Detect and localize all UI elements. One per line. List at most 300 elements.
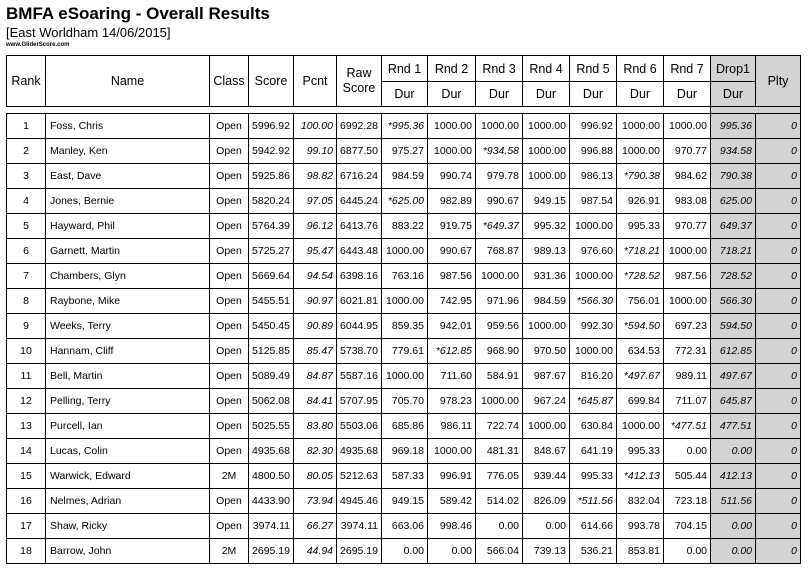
rnd7-cell: 704.15 xyxy=(664,514,711,539)
class-cell: Open xyxy=(210,189,249,214)
score-cell: 2695.19 xyxy=(249,539,294,564)
class-cell: Open xyxy=(210,439,249,464)
rnd7-cell: 984.62 xyxy=(664,164,711,189)
plty-cell: 0 xyxy=(756,164,801,189)
score-cell: 4800.50 xyxy=(249,464,294,489)
rnd4-cell: 826.09 xyxy=(523,489,570,514)
rnd7-cell: 772.31 xyxy=(664,339,711,364)
drop1-cell: 566.30 xyxy=(711,289,756,314)
rnd1-cell: 859.35 xyxy=(382,314,428,339)
rank-cell: 7 xyxy=(7,264,46,289)
plty-cell: 0 xyxy=(756,189,801,214)
raw-score-cell: 6443.48 xyxy=(337,239,382,264)
rank-cell: 3 xyxy=(7,164,46,189)
header-rank: Rank xyxy=(7,56,46,107)
raw-score-cell: 6445.24 xyxy=(337,189,382,214)
raw-score-cell: 6021.81 xyxy=(337,289,382,314)
rnd3-cell: *649.37 xyxy=(476,214,523,239)
class-cell: Open xyxy=(210,114,249,139)
rnd7-cell: 989.11 xyxy=(664,364,711,389)
drop1-cell: 649.37 xyxy=(711,214,756,239)
rnd7-cell: 987.56 xyxy=(664,264,711,289)
rnd1-cell: 705.70 xyxy=(382,389,428,414)
rank-cell: 8 xyxy=(7,289,46,314)
rnd3-cell: 584.91 xyxy=(476,364,523,389)
table-row xyxy=(7,414,801,439)
pcnt-cell: 80.05 xyxy=(294,464,337,489)
table-row xyxy=(7,389,801,414)
drop1-cell: 412.13 xyxy=(711,464,756,489)
header-dur: Dur xyxy=(476,82,523,107)
rnd7-cell: *477.51 xyxy=(664,414,711,439)
rank-cell: 18 xyxy=(7,539,46,564)
rnd2-cell: 1000.00 xyxy=(428,114,476,139)
class-cell: Open xyxy=(210,339,249,364)
pcnt-cell: 96.12 xyxy=(294,214,337,239)
rnd6-cell: 634.53 xyxy=(617,339,664,364)
pcnt-cell: 84.87 xyxy=(294,364,337,389)
rnd6-cell: 1000.00 xyxy=(617,414,664,439)
table-row xyxy=(7,214,801,239)
event-subtitle: [East Worldham 14/06/2015] xyxy=(6,25,171,40)
rnd7-cell: 1000.00 xyxy=(664,114,711,139)
rnd4-cell: 1000.00 xyxy=(523,139,570,164)
header-dur: Dur xyxy=(711,82,756,107)
header-gap xyxy=(7,107,801,114)
plty-cell: 0 xyxy=(756,289,801,314)
rnd4-cell: 987.67 xyxy=(523,364,570,389)
name-cell: Barrow, John xyxy=(46,539,210,564)
class-cell: Open xyxy=(210,314,249,339)
rnd3-cell: 776.05 xyxy=(476,464,523,489)
raw-score-cell: 5587.16 xyxy=(337,364,382,389)
header-rnd6: Rnd 6 xyxy=(617,56,664,82)
score-cell: 5725.27 xyxy=(249,239,294,264)
pcnt-cell: 98.82 xyxy=(294,164,337,189)
score-cell: 5455.51 xyxy=(249,289,294,314)
rnd4-cell: 939.44 xyxy=(523,464,570,489)
class-cell: Open xyxy=(210,489,249,514)
score-cell: 4433.90 xyxy=(249,489,294,514)
name-cell: Pelling, Terry xyxy=(46,389,210,414)
rnd4-cell: 0.00 xyxy=(523,514,570,539)
header-dur: Dur xyxy=(382,82,428,107)
rnd5-cell: 614.66 xyxy=(570,514,617,539)
drop1-cell: 0.00 xyxy=(711,514,756,539)
header-rnd2: Rnd 2 xyxy=(428,56,476,82)
pcnt-cell: 85.47 xyxy=(294,339,337,364)
plty-cell: 0 xyxy=(756,264,801,289)
rnd4-cell: 1000.00 xyxy=(523,114,570,139)
rnd3-cell: 1000.00 xyxy=(476,114,523,139)
rnd7-cell: 970.77 xyxy=(664,139,711,164)
plty-cell: 0 xyxy=(756,439,801,464)
rank-cell: 4 xyxy=(7,189,46,214)
class-cell: Open xyxy=(210,364,249,389)
name-cell: Foss, Chris xyxy=(46,114,210,139)
raw-score-cell: 5738.70 xyxy=(337,339,382,364)
class-cell: Open xyxy=(210,239,249,264)
raw-score-cell: 4935.68 xyxy=(337,439,382,464)
rnd2-cell: 996.91 xyxy=(428,464,476,489)
rank-cell: 12 xyxy=(7,389,46,414)
drop1-cell: 612.85 xyxy=(711,339,756,364)
rnd7-cell: 505.44 xyxy=(664,464,711,489)
rnd6-cell: *497.67 xyxy=(617,364,664,389)
rnd7-cell: 0.00 xyxy=(664,439,711,464)
name-cell: Nelmes, Adrian xyxy=(46,489,210,514)
rank-cell: 15 xyxy=(7,464,46,489)
rnd6-cell: *594.50 xyxy=(617,314,664,339)
rnd5-cell: 995.33 xyxy=(570,464,617,489)
rnd1-cell: 763.16 xyxy=(382,264,428,289)
pcnt-cell: 82.30 xyxy=(294,439,337,464)
header-dur: Dur xyxy=(664,82,711,107)
name-cell: East, Dave xyxy=(46,164,210,189)
rnd3-cell: 514.02 xyxy=(476,489,523,514)
name-cell: Chambers, Glyn xyxy=(46,264,210,289)
score-cell: 5764.39 xyxy=(249,214,294,239)
rnd2-cell: 1000.00 xyxy=(428,139,476,164)
name-cell: Raybone, Mike xyxy=(46,289,210,314)
rnd3-cell: 959.56 xyxy=(476,314,523,339)
rnd5-cell: 986.13 xyxy=(570,164,617,189)
score-cell: 5996.92 xyxy=(249,114,294,139)
rank-cell: 17 xyxy=(7,514,46,539)
table-row xyxy=(7,339,801,364)
score-cell: 5062.08 xyxy=(249,389,294,414)
name-cell: Garnett, Martin xyxy=(46,239,210,264)
rnd5-cell: 1000.00 xyxy=(570,339,617,364)
drop1-cell: 625.00 xyxy=(711,189,756,214)
raw-score-cell: 5503.06 xyxy=(337,414,382,439)
rnd3-cell: 768.87 xyxy=(476,239,523,264)
rnd7-cell: 0.00 xyxy=(664,539,711,564)
pcnt-cell: 100.00 xyxy=(294,114,337,139)
rnd4-cell: 970.50 xyxy=(523,339,570,364)
class-cell: Open xyxy=(210,289,249,314)
rank-cell: 5 xyxy=(7,214,46,239)
rnd1-cell: 949.15 xyxy=(382,489,428,514)
plty-cell: 0 xyxy=(756,139,801,164)
rnd2-cell: 982.89 xyxy=(428,189,476,214)
rnd3-cell: 0.00 xyxy=(476,514,523,539)
raw-score-cell: 6716.24 xyxy=(337,164,382,189)
pcnt-cell: 95.47 xyxy=(294,239,337,264)
rnd2-cell: 942.01 xyxy=(428,314,476,339)
rnd1-cell: 587.33 xyxy=(382,464,428,489)
plty-cell: 0 xyxy=(756,414,801,439)
class-cell: Open xyxy=(210,214,249,239)
rnd6-cell: 1000.00 xyxy=(617,139,664,164)
class-cell: Open xyxy=(210,389,249,414)
header-name: Name xyxy=(46,56,210,107)
pcnt-cell: 44.94 xyxy=(294,539,337,564)
pcnt-cell: 97.05 xyxy=(294,189,337,214)
rank-cell: 13 xyxy=(7,414,46,439)
rnd3-cell: *934.58 xyxy=(476,139,523,164)
rnd1-cell: 663.06 xyxy=(382,514,428,539)
score-cell: 5125.85 xyxy=(249,339,294,364)
rnd2-cell: 711.60 xyxy=(428,364,476,389)
rnd6-cell: 1000.00 xyxy=(617,114,664,139)
name-cell: Weeks, Terry xyxy=(46,314,210,339)
rnd5-cell: 641.19 xyxy=(570,439,617,464)
rnd7-cell: 1000.00 xyxy=(664,289,711,314)
table-row xyxy=(7,539,801,564)
rnd3-cell: 968.90 xyxy=(476,339,523,364)
rnd5-cell: 996.92 xyxy=(570,114,617,139)
rnd6-cell: *728.52 xyxy=(617,264,664,289)
rnd1-cell: 975.27 xyxy=(382,139,428,164)
header-rnd4: Rnd 4 xyxy=(523,56,570,82)
plty-cell: 0 xyxy=(756,364,801,389)
rnd6-cell: 995.33 xyxy=(617,439,664,464)
rnd1-cell: 779.61 xyxy=(382,339,428,364)
table-row xyxy=(7,364,801,389)
drop1-cell: 645.87 xyxy=(711,389,756,414)
rnd1-cell: 883.22 xyxy=(382,214,428,239)
table-row xyxy=(7,439,801,464)
rnd4-cell: 931.36 xyxy=(523,264,570,289)
rnd2-cell: 986.11 xyxy=(428,414,476,439)
rnd5-cell: 1000.00 xyxy=(570,214,617,239)
header-dur: Dur xyxy=(617,82,664,107)
name-cell: Lucas, Colin xyxy=(46,439,210,464)
pcnt-cell: 66.27 xyxy=(294,514,337,539)
pcnt-cell: 94.54 xyxy=(294,264,337,289)
header-rnd1: Rnd 1 xyxy=(382,56,428,82)
rnd1-cell: 1000.00 xyxy=(382,239,428,264)
table-row xyxy=(7,464,801,489)
name-cell: Hannam, Cliff xyxy=(46,339,210,364)
rnd5-cell: 1000.00 xyxy=(570,264,617,289)
plty-cell: 0 xyxy=(756,464,801,489)
rank-cell: 10 xyxy=(7,339,46,364)
rnd2-cell: 1000.00 xyxy=(428,439,476,464)
name-cell: Manley, Ken xyxy=(46,139,210,164)
rnd6-cell: 926.91 xyxy=(617,189,664,214)
plty-cell: 0 xyxy=(756,514,801,539)
rnd6-cell: *412.13 xyxy=(617,464,664,489)
rnd1-cell: 1000.00 xyxy=(382,289,428,314)
rnd3-cell: 722.74 xyxy=(476,414,523,439)
drop1-cell: 0.00 xyxy=(711,539,756,564)
score-cell: 5942.92 xyxy=(249,139,294,164)
rnd1-cell: 0.00 xyxy=(382,539,428,564)
raw-score-cell: 3974.11 xyxy=(337,514,382,539)
rnd2-cell: 0.00 xyxy=(428,539,476,564)
score-cell: 5669.64 xyxy=(249,264,294,289)
header-rnd5: Rnd 5 xyxy=(570,56,617,82)
raw-score-cell: 6992.28 xyxy=(337,114,382,139)
plty-cell: 0 xyxy=(756,239,801,264)
rnd6-cell: 993.78 xyxy=(617,514,664,539)
header-rnd3: Rnd 3 xyxy=(476,56,523,82)
table-row xyxy=(7,514,801,539)
name-cell: Shaw, Ricky xyxy=(46,514,210,539)
score-cell: 5925.86 xyxy=(249,164,294,189)
rnd2-cell: 978.23 xyxy=(428,389,476,414)
header-dur: Dur xyxy=(523,82,570,107)
name-cell: Jones, Bernie xyxy=(46,189,210,214)
rnd1-cell: 969.18 xyxy=(382,439,428,464)
rnd4-cell: 739.13 xyxy=(523,539,570,564)
header-dur: Dur xyxy=(570,82,617,107)
class-cell: Open xyxy=(210,139,249,164)
rnd6-cell: 699.84 xyxy=(617,389,664,414)
rnd7-cell: 983.08 xyxy=(664,189,711,214)
header-drop1: Drop1 xyxy=(711,56,756,82)
rank-cell: 16 xyxy=(7,489,46,514)
score-cell: 3974.11 xyxy=(249,514,294,539)
rnd4-cell: 1000.00 xyxy=(523,164,570,189)
name-cell: Warwick, Edward xyxy=(46,464,210,489)
pcnt-cell: 90.97 xyxy=(294,289,337,314)
rnd5-cell: *645.87 xyxy=(570,389,617,414)
raw-score-cell: 6044.95 xyxy=(337,314,382,339)
header-pcnt: Pcnt xyxy=(294,56,337,107)
raw-score-cell: 6413.76 xyxy=(337,214,382,239)
plty-cell: 0 xyxy=(756,489,801,514)
rnd4-cell: 848.67 xyxy=(523,439,570,464)
table-row xyxy=(7,164,801,189)
site-link[interactable]: www.GliderScore.com xyxy=(6,42,70,48)
name-cell: Bell, Martin xyxy=(46,364,210,389)
class-cell: Open xyxy=(210,414,249,439)
raw-score-cell: 2695.19 xyxy=(337,539,382,564)
rnd5-cell: 536.21 xyxy=(570,539,617,564)
rnd6-cell: 995.33 xyxy=(617,214,664,239)
rnd1-cell: *625.00 xyxy=(382,189,428,214)
rnd6-cell: 853.81 xyxy=(617,539,664,564)
raw-score-cell: 4945.46 xyxy=(337,489,382,514)
rnd4-cell: 967.24 xyxy=(523,389,570,414)
table-row xyxy=(7,289,801,314)
rnd6-cell: *790.38 xyxy=(617,164,664,189)
plty-cell: 0 xyxy=(756,214,801,239)
rnd4-cell: 1000.00 xyxy=(523,314,570,339)
rnd1-cell: 685.86 xyxy=(382,414,428,439)
rank-cell: 9 xyxy=(7,314,46,339)
rnd4-cell: 989.13 xyxy=(523,239,570,264)
drop1-cell: 934.58 xyxy=(711,139,756,164)
rnd2-cell: *612.85 xyxy=(428,339,476,364)
class-cell: Open xyxy=(210,164,249,189)
rank-cell: 2 xyxy=(7,139,46,164)
name-cell: Purcell, Ian xyxy=(46,414,210,439)
score-cell: 5450.45 xyxy=(249,314,294,339)
rnd1-cell: *995.36 xyxy=(382,114,428,139)
header-dur: Dur xyxy=(428,82,476,107)
rnd2-cell: 990.74 xyxy=(428,164,476,189)
table-row xyxy=(7,139,801,164)
rnd3-cell: 971.96 xyxy=(476,289,523,314)
rnd2-cell: 987.56 xyxy=(428,264,476,289)
score-cell: 5820.24 xyxy=(249,189,294,214)
table-row xyxy=(7,489,801,514)
drop1-cell: 477.51 xyxy=(711,414,756,439)
page-title: BMFA eSoaring - Overall Results xyxy=(6,4,270,23)
rnd7-cell: 697.23 xyxy=(664,314,711,339)
class-cell: Open xyxy=(210,264,249,289)
rnd5-cell: 987.54 xyxy=(570,189,617,214)
rnd4-cell: 984.59 xyxy=(523,289,570,314)
table-row xyxy=(7,114,801,139)
pcnt-cell: 99.10 xyxy=(294,139,337,164)
drop1-cell: 497.67 xyxy=(711,364,756,389)
raw-score-cell: 6398.16 xyxy=(337,264,382,289)
raw-score-cell: 6877.50 xyxy=(337,139,382,164)
rank-cell: 1 xyxy=(7,114,46,139)
header-score: Score xyxy=(249,56,294,107)
rnd3-cell: 566.04 xyxy=(476,539,523,564)
plty-cell: 0 xyxy=(756,114,801,139)
plty-cell: 0 xyxy=(756,339,801,364)
rnd5-cell: *511.56 xyxy=(570,489,617,514)
rnd3-cell: 979.78 xyxy=(476,164,523,189)
results-table xyxy=(6,55,801,564)
plty-cell: 0 xyxy=(756,539,801,564)
rnd7-cell: 970.77 xyxy=(664,214,711,239)
class-cell: 2M xyxy=(210,464,249,489)
rnd3-cell: 1000.00 xyxy=(476,264,523,289)
table-row xyxy=(7,264,801,289)
rnd2-cell: 742.95 xyxy=(428,289,476,314)
raw-score-cell: 5212.63 xyxy=(337,464,382,489)
drop1-cell: 511.56 xyxy=(711,489,756,514)
pcnt-cell: 73.94 xyxy=(294,489,337,514)
rnd2-cell: 998.46 xyxy=(428,514,476,539)
drop1-cell: 718.21 xyxy=(711,239,756,264)
rnd1-cell: 1000.00 xyxy=(382,364,428,389)
rnd2-cell: 919.75 xyxy=(428,214,476,239)
rnd2-cell: 990.67 xyxy=(428,239,476,264)
drop1-cell: 995.36 xyxy=(711,114,756,139)
table-row xyxy=(7,189,801,214)
plty-cell: 0 xyxy=(756,389,801,414)
rnd4-cell: 995.32 xyxy=(523,214,570,239)
rnd5-cell: 630.84 xyxy=(570,414,617,439)
drop1-cell: 728.52 xyxy=(711,264,756,289)
rnd7-cell: 711.07 xyxy=(664,389,711,414)
rnd5-cell: 816.20 xyxy=(570,364,617,389)
rnd6-cell: 832.04 xyxy=(617,489,664,514)
score-cell: 5025.55 xyxy=(249,414,294,439)
rnd3-cell: 990.67 xyxy=(476,189,523,214)
rank-cell: 14 xyxy=(7,439,46,464)
rnd7-cell: 723.18 xyxy=(664,489,711,514)
rnd7-cell: 1000.00 xyxy=(664,239,711,264)
rnd3-cell: 481.31 xyxy=(476,439,523,464)
class-cell: 2M xyxy=(210,539,249,564)
rnd4-cell: 949.15 xyxy=(523,189,570,214)
class-cell: Open xyxy=(210,514,249,539)
score-cell: 4935.68 xyxy=(249,439,294,464)
table-row xyxy=(7,314,801,339)
table-row xyxy=(7,239,801,264)
rnd2-cell: 589.42 xyxy=(428,489,476,514)
rnd6-cell: 756.01 xyxy=(617,289,664,314)
rank-cell: 6 xyxy=(7,239,46,264)
name-cell: Hayward, Phil xyxy=(46,214,210,239)
rnd5-cell: *566.30 xyxy=(570,289,617,314)
rnd3-cell: 1000.00 xyxy=(476,389,523,414)
rnd5-cell: 996.88 xyxy=(570,139,617,164)
score-cell: 5089.49 xyxy=(249,364,294,389)
header-class: Class xyxy=(210,56,249,107)
rnd1-cell: 984.59 xyxy=(382,164,428,189)
